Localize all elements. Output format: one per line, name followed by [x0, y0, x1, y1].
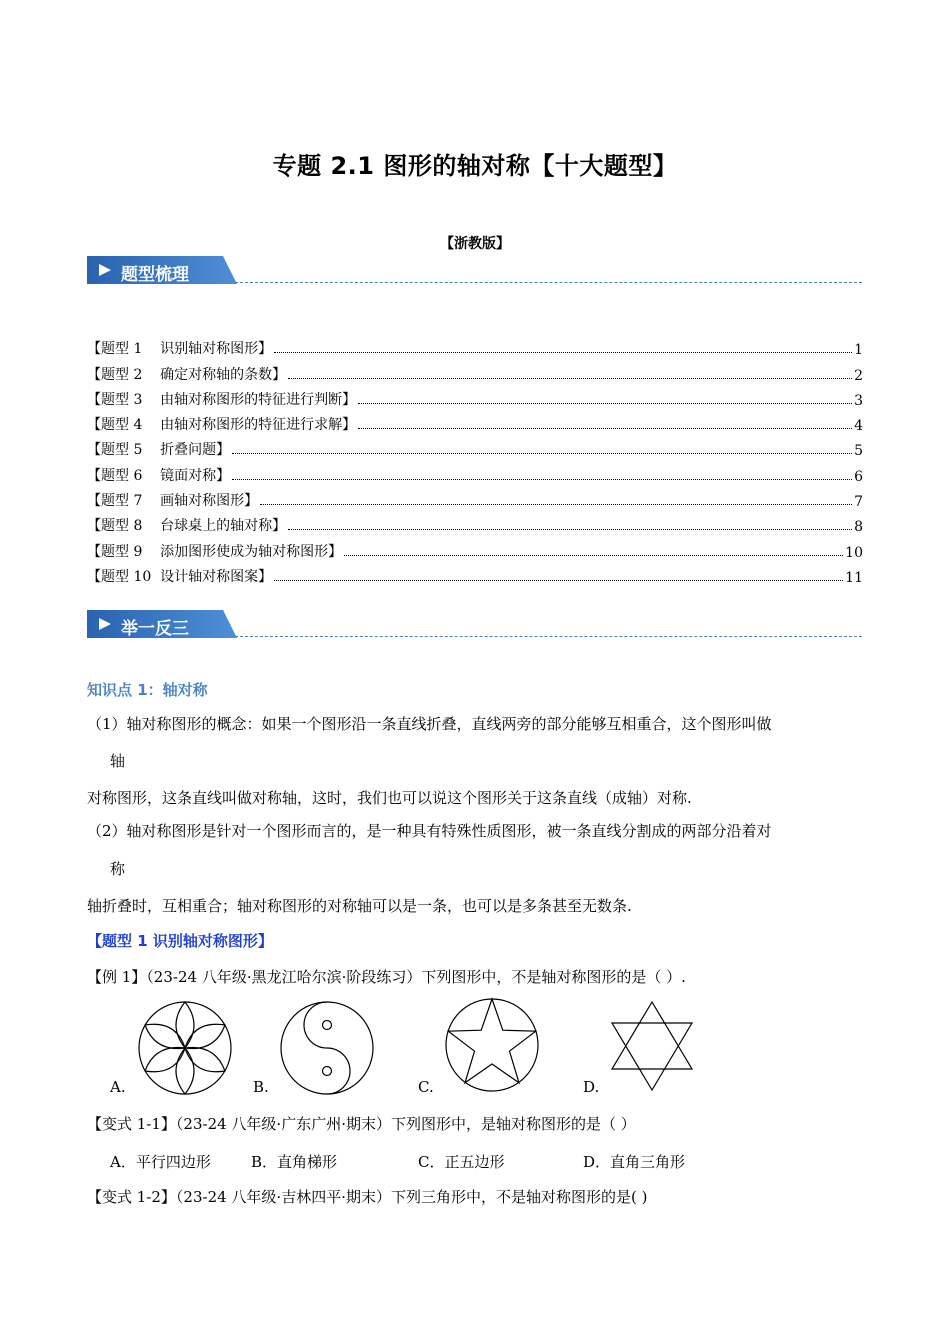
toc-entry-page: 8: [854, 519, 863, 536]
star-circle-figure: [444, 997, 540, 1093]
toc-entry[interactable]: [87, 485, 863, 510]
knowledge-point-heading: 知识点 1：轴对称: [87, 681, 208, 699]
banner-divider: [235, 636, 862, 637]
example-1-question: 【例 1】（23-24 八年级·黑龙江哈尔滨·阶段练习）下列图形中，不是轴对称图形的是（ ）.: [87, 968, 686, 986]
toc-leader-dots: [232, 453, 852, 454]
toc-entry-page: 3: [854, 392, 863, 409]
toc-leader-dots: [274, 352, 852, 353]
variant-1-1-option-a: A．平行四边形: [110, 1153, 211, 1171]
hexagram-figure: [608, 1000, 696, 1092]
flower-circle-figure: [137, 1000, 233, 1096]
toc-entry[interactable]: [87, 333, 863, 358]
section-banner-overview: [87, 256, 862, 286]
toc-entry-page: 1: [854, 342, 863, 359]
toc-leader-dots: [260, 504, 852, 505]
toc-leader-dots: [288, 529, 852, 530]
section-banner-practice: [87, 610, 862, 640]
toc-entry-page: 10: [845, 544, 863, 561]
page-title: 专题 2.1 图形的轴对称【十大题型】: [272, 152, 678, 180]
section-heading-type-1: 【题型 1 识别轴对称图形】: [87, 932, 273, 950]
edition-label: 【浙教版】: [440, 236, 510, 252]
variant-1-1-question: 【变式 1-1】（23-24 八年级·广东广州·期末）下列图形中，是轴对称图形的是（ ）: [87, 1115, 636, 1133]
toc-leader-dots: [232, 479, 852, 480]
option-b-label: B.: [253, 1078, 269, 1096]
toc-entry-page: 4: [854, 418, 863, 435]
toc-entry-page: 6: [854, 468, 863, 485]
toc-entry-label: 【题型 6 镜面对称】: [87, 467, 231, 484]
banner-title: 举一反三: [121, 619, 189, 639]
toc-leader-dots: [288, 378, 852, 379]
toc-leader-dots: [358, 428, 852, 429]
option-a-label: A.: [110, 1078, 126, 1096]
variant-1-1-option-d: D．直角三角形: [583, 1153, 686, 1171]
table-of-contents: [87, 333, 863, 586]
banner-divider: [235, 282, 862, 283]
paragraph-1-line-1: （1）轴对称图形的概念：如果一个图形沿一条直线折叠，直线两旁的部分能够互相重合，这个图形叫做: [87, 715, 772, 733]
toc-entry-page: 2: [854, 367, 863, 384]
option-c-label: C.: [418, 1078, 434, 1096]
paragraph-2-line-1: （2）轴对称图形是针对一个图形而言的，是一种具有特殊性质图形，被一条直线分割成的两部分沿着对: [87, 822, 772, 840]
variant-1-2-question: 【变式 1-2】（23-24 八年级·吉林四平·期末）下列三角形中，不是轴对称图形的是( ): [87, 1188, 648, 1206]
toc-entry[interactable]: [87, 384, 863, 409]
toc-entry-page: 5: [854, 443, 863, 460]
toc-entry[interactable]: [87, 510, 863, 535]
paragraph-2-line-2: 称: [110, 860, 126, 878]
toc-entry-label: 【题型 8 台球桌上的轴对称】: [87, 518, 287, 535]
toc-entry-label: 【题型 2 确定对称轴的条数】: [87, 366, 287, 383]
toc-entry[interactable]: [87, 409, 863, 434]
toc-entry[interactable]: [87, 459, 863, 484]
toc-leader-dots: [274, 580, 843, 581]
toc-entry[interactable]: [87, 561, 863, 586]
toc-entry-label: 【题型 9 添加图形使成为轴对称图形】: [87, 543, 343, 560]
toc-entry-page: 11: [845, 569, 863, 586]
toc-entry-page: 7: [854, 494, 863, 511]
toc-entry-label: 【题型 4 由轴对称图形的特征进行求解】: [87, 417, 357, 434]
paragraph-2-line-3: 轴折叠时，互相重合；轴对称图形的对称轴可以是一条，也可以是多条甚至无数条.: [87, 897, 632, 915]
toc-leader-dots: [344, 555, 843, 556]
toc-entry-label: 【题型 3 由轴对称图形的特征进行判断】: [87, 391, 357, 408]
variant-1-1-option-c: C．正五边形: [418, 1153, 505, 1171]
toc-entry[interactable]: [87, 434, 863, 459]
toc-leader-dots: [358, 403, 852, 404]
toc-entry-label: 【题型 10 设计轴对称图案】: [87, 568, 273, 585]
toc-entry-label: 【题型 1 识别轴对称图形】: [87, 341, 273, 358]
paragraph-1-line-2: 轴: [110, 752, 126, 770]
toc-entry-label: 【题型 7 画轴对称图形】: [87, 493, 259, 510]
toc-entry[interactable]: [87, 535, 863, 560]
paragraph-1-line-3: 对称图形，这条直线叫做对称轴，这时，我们也可以说这个图形关于这条直线（成轴）对称.: [87, 789, 692, 807]
toc-entry[interactable]: [87, 358, 863, 383]
variant-1-1-option-b: B．直角梯形: [251, 1153, 338, 1171]
option-d-label: D.: [583, 1078, 600, 1096]
yin-yang-figure: [279, 1000, 375, 1096]
toc-entry-label: 【题型 5 折叠问题】: [87, 442, 231, 459]
banner-title: 题型梳理: [121, 265, 189, 285]
